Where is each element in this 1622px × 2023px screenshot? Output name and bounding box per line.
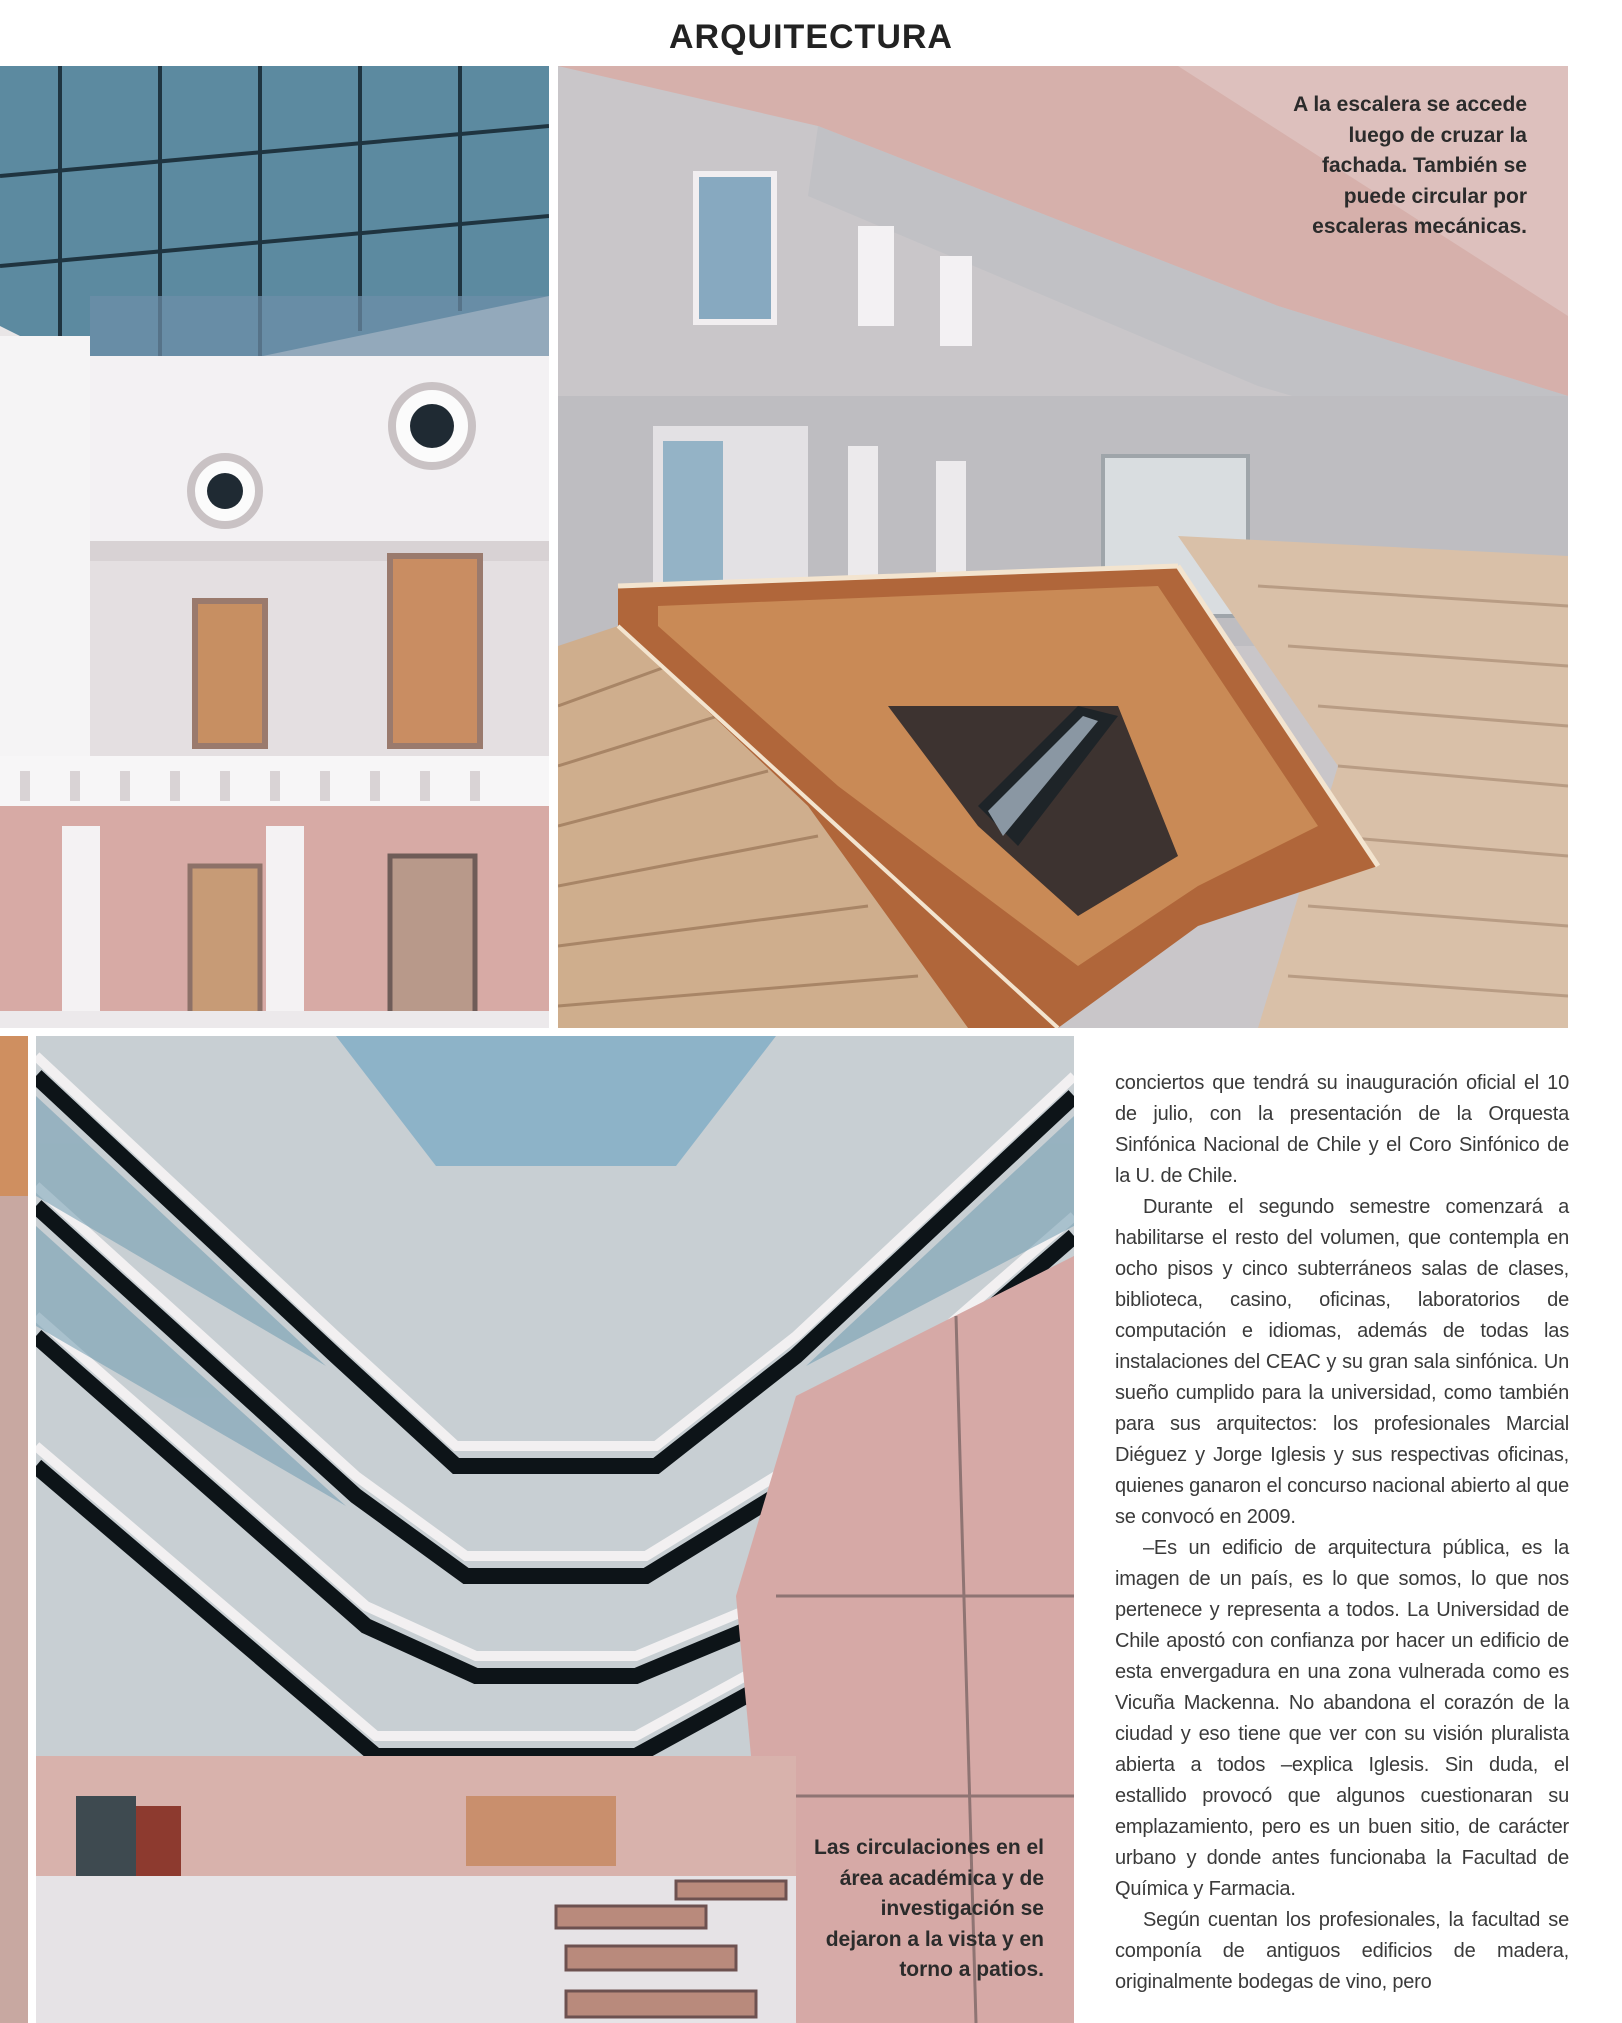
staircase-caption: A la escalera se accede luego de cruzar la fachada. También se puede circular por escaleras mecánicas. xyxy=(1293,93,1527,238)
article-paragraph: Según cuentan los profesionales, la facultad se componía de antiguos edificios de madera, originalmente bodegas de vino, pero xyxy=(1115,1909,1569,1993)
article-body xyxy=(1115,1068,1569,1998)
historic-facade-photo xyxy=(0,66,549,1028)
article-paragraph: Durante el segundo semestre comenzará a habilitarse el resto del volumen, que contempla en ocho pisos y cinco subterráneos salas de clases, biblioteca, casino, oficinas, laboratorios de computación e idiomas, además de todas las instalaciones del CEAC y su gran sala sinfónica. Un sueño cumplido para la universidad, como también para sus arquitectos: los profesionales Marcial Diéguez y Jorge Iglesis y sus respectivas oficinas, quienes ganaron el concurso nacional abierto al que se convocó en 2009. xyxy=(1115,1196,1569,1528)
section-title: ARQUITECTURA xyxy=(669,18,953,56)
article-paragraph: –Es un edificio de arquitectura pública, es la imagen de un país, es lo que somos, lo que nos pertenece y representa a todos. La Universidad de Chile apostó con confianza por hacer un edificio de esta envergadura en una zona vulnerada como es Vicuña Mackenna. No abandona el corazón de la ciudad y eso tiene que ver con su visión pluralista abierta a todos –explica Iglesis. Sin duda, el estallido provocó que algunos cuestionaran su emplazamiento, pero es un buen sitio, de carácter urbano y donde antes funcionaba la Facultad de Química y Farmacia. xyxy=(1115,1537,1569,1900)
article-paragraph: conciertos que tendrá su inauguración oficial el 10 de julio, con la presentación de la Orquesta Sinfónica Nacional de Chile y el Coro Sinfónico de la U. de Chile. xyxy=(1115,1072,1569,1187)
adjacent-photo-edge xyxy=(0,1036,28,2023)
atrium-caption: Las circulaciones en el área académica y de investigación se dejaron a la vista y en torno a patios. xyxy=(814,1836,1044,1981)
